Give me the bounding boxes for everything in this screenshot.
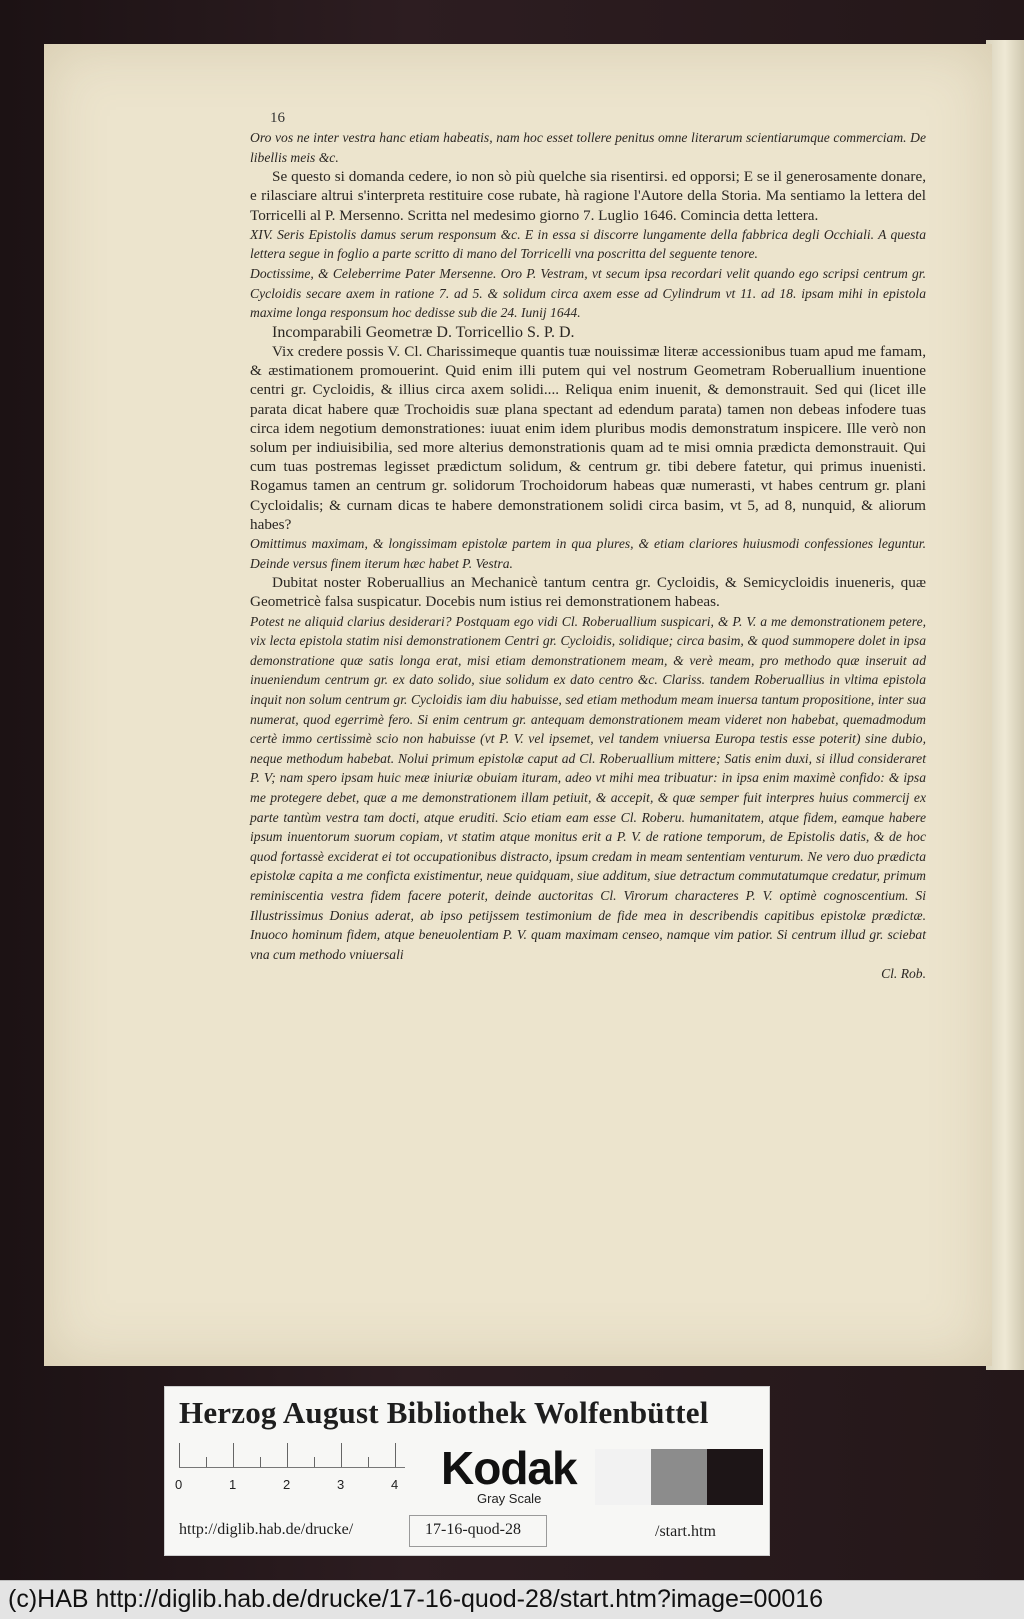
ruler-tick bbox=[368, 1457, 369, 1467]
paragraph: XIV. Seris Epistolis damus serum responsum &c. E in essa si discorre lungamente della fabbrica degli Occhiali. A questa lettera segue in foglio a parte scritto di mano del Torricelli vna poscritta del seguente tenore. bbox=[250, 226, 926, 262]
library-name: Herzog August Bibliothek Wolfenbüttel bbox=[179, 1395, 709, 1430]
scale-number: 4 bbox=[391, 1477, 399, 1492]
gray-scale-label: Gray Scale bbox=[477, 1491, 542, 1506]
scale-ruler bbox=[179, 1443, 405, 1468]
scale-number: 2 bbox=[283, 1477, 291, 1492]
ruler-tick bbox=[179, 1443, 180, 1467]
ruler-tick bbox=[233, 1443, 234, 1467]
paragraph: Se questo si domanda cedere, io non sò più quelche sia risentirsi. ed opporsi; E se il generosamente donare, e rilasciare altrui s'interpreta restituire cose rubate, hà ragione l'Autore della Storia. Ma sentiamo la lettera del Torricelli al P. Mersenno. Scritta nel medesimo giorno 7. Luglio 1646. Comincia detta lettera. bbox=[250, 168, 926, 224]
paragraph: Potest ne aliquid clarius desiderari? Postquam ego vidi Cl. Roberuallium suspicari, & P. V. a me demonstrationem petere, vix lecta epistola statim nisi demonstrationem Centri gr. Cycloidis, solidique; circa basim, & quod summopere dolet in ipsa demonstratione quæ satis longa erat, misi etiam demonstrationem meam, & verè meam, pro methodo quæ inseruit ad inueniendum centrum gr. ex dato solido, siue solidum ex dato centro &c. Clariss. tandem Roberuallius in vltima epistola inquit non solum centrum gr. Cycloidis iam diu habuisse, sed etiam methodum meam inuersa tantum propositione, inter sua numerat, quod egerrimè fero. Si enim centrum gr. antequam demonstrationem meam videret non habebat, quemadmodum certè immo certissimè scio non habuisse (vt P. V. vel ipsemet, vel tandem vniuersa Europa testis esse poterit) sine dubio, neque methodum habebat. Nolui primum epistolæ caput ad Cl. Roberuallium mittere; Satis enim duxi, si illud consideraret P. V; nam spero ipsam huic meæ iniuriæ obuiam ituram, adeo vt mihi mea tribuatur: in ipsa enim maximè confido: & ipsa me protegere debet, quæ a me demonstrationem illam petiuit, & accepit, & quæ semper fuit interpres huius commercij ex parte tantùm vestra tam docti, atque eruditi. Scio etiam eam esse Cl. Roberu. humanitatem, atque fidem, eamque habere ipsum inuentorum suorum copiam, vt statim atque monitus erit a P. V. de ratione temporum, de Epistolis datis, & de hoc quod fortassè exciderat ei tot occupationibus distracto, ipsum credam in meam sententiam venturum. Ne vero duo prædicta epistolæ capita a me conficta existimentur, neue quidquam, siue additum, siue detractum commutatumque credatur, primum reminiscentia vestra fidem facere poterit, deinde auctoritas Cl. Virorum characteres P. V. optimè cognoscentium. Si Illustrissimus Donius aderat, ab ipso petijssem testimonium de fide mea in describendis capitibus epistolæ prædictæ. Inuoco hominum fidem, atque beneuolentiam P. V. quam maximam censeo, namque vim patior. Si centrum illud gr. sciebat vna cum methodo vniuersali bbox=[250, 613, 926, 962]
paragraph: Omittimus maximam, & longissimam epistolæ partem in qua plures, & etiam clariores huiusmodi confessiones leguntur. Deinde versus finem iterum hæc habet P. Vestra. bbox=[250, 536, 926, 571]
copyright-url: (c)HAB http://diglib.hab.de/drucke/17-16-quod-28/start.htm?image=00016 bbox=[8, 1585, 824, 1613]
ruler-tick bbox=[287, 1443, 288, 1467]
scale-number: 3 bbox=[337, 1477, 345, 1492]
ruler-tick bbox=[395, 1443, 396, 1467]
paragraph: Doctissime, & Celeberrime Pater Mersenne. Oro P. Vestram, vt secum ipsa recordari velit quando ego scripsi centrum gr. Cycloidis secare axem in ratione 7. ad 5. & solidum circa axem esse ad Cylindrum vt 11. ad 18. ipsam mihi in epistola maxime longa responsum hoc dedisse sub die 24. Iunij 1644. bbox=[250, 265, 926, 321]
kodak-logo: Kodak bbox=[441, 1442, 577, 1494]
paragraph: Vix credere possis V. Cl. Charissimeque quantis tuæ nouissimæ literæ accessionibus tuam apud me famam, & æstimationem promouerint. Quid enim illi putem qui vel nostrum Geometram Roberuallium inuentione centri gr. Cycloidis, & illius circa axem solidi.... Reliqua enim inuenit, & demonstrauit. Sed qui (licet ille parata dicat habere quæ Trochoidis suæ plana spectant ad edendum parata) tamen non debeas infodere tuas circa idem negotium demonstrationes: iuuat enim idem pluribus modis demonstratum inspicere. Ille verò non solum per indiuisibilia, sed more alterius demonstrationis quam ad te misi omnia prædicta demonstrauit. Qui cum tuas postremas legisset prædictum solidum, & centrum gr. tibi debere fatetur, qui primus inuenisti. Rogamus tamen an centrum gr. solidorum Trochoidorum habeas quæ numerasti, vt habes centrum gr. plani Cycloidalis; & curnam dicas te habere demonstrationem solidi circa basim, vt 5, ad 8, nunquid, & aliorum habes? bbox=[250, 342, 926, 533]
copyright-footer bbox=[0, 1580, 1024, 1619]
catchword: Cl. Rob. bbox=[881, 966, 926, 982]
page-number: 16 bbox=[270, 110, 285, 126]
ruler-tick bbox=[314, 1457, 315, 1467]
gray-swatch-mid bbox=[651, 1449, 707, 1505]
ruler-tick bbox=[260, 1457, 261, 1467]
library-color-card bbox=[164, 1386, 770, 1556]
scale-number: 0 bbox=[175, 1477, 183, 1492]
gray-swatch-light bbox=[595, 1449, 651, 1505]
card-url-suffix: /start.htm bbox=[655, 1523, 716, 1540]
shelfmark: 17-16-quod-28 bbox=[425, 1521, 521, 1538]
ruler-tick bbox=[341, 1443, 342, 1467]
gray-swatch-dark bbox=[707, 1449, 763, 1505]
paragraph: Oro vos ne inter vestra hanc etiam habeatis, nam hoc esset tollere penitus omne literarum scientiarumque commerciam. De libellis meis &c. bbox=[250, 130, 926, 165]
card-url-prefix: http://diglib.hab.de/drucke/ bbox=[179, 1521, 354, 1538]
scale-number: 1 bbox=[229, 1477, 237, 1492]
paragraph: Dubitat noster Roberuallius an Mechanicè tantum centra gr. Cycloidis, & Semicycloidis inueneris, quæ Geometricè falsa suspicatur. Docebis num istius rei demonstrationem habeas. bbox=[250, 574, 926, 611]
page-text bbox=[250, 128, 926, 984]
ruler-tick bbox=[206, 1457, 207, 1467]
letter-heading: Incomparabili Geometræ D. Torricellio S. P. D. bbox=[272, 323, 575, 341]
